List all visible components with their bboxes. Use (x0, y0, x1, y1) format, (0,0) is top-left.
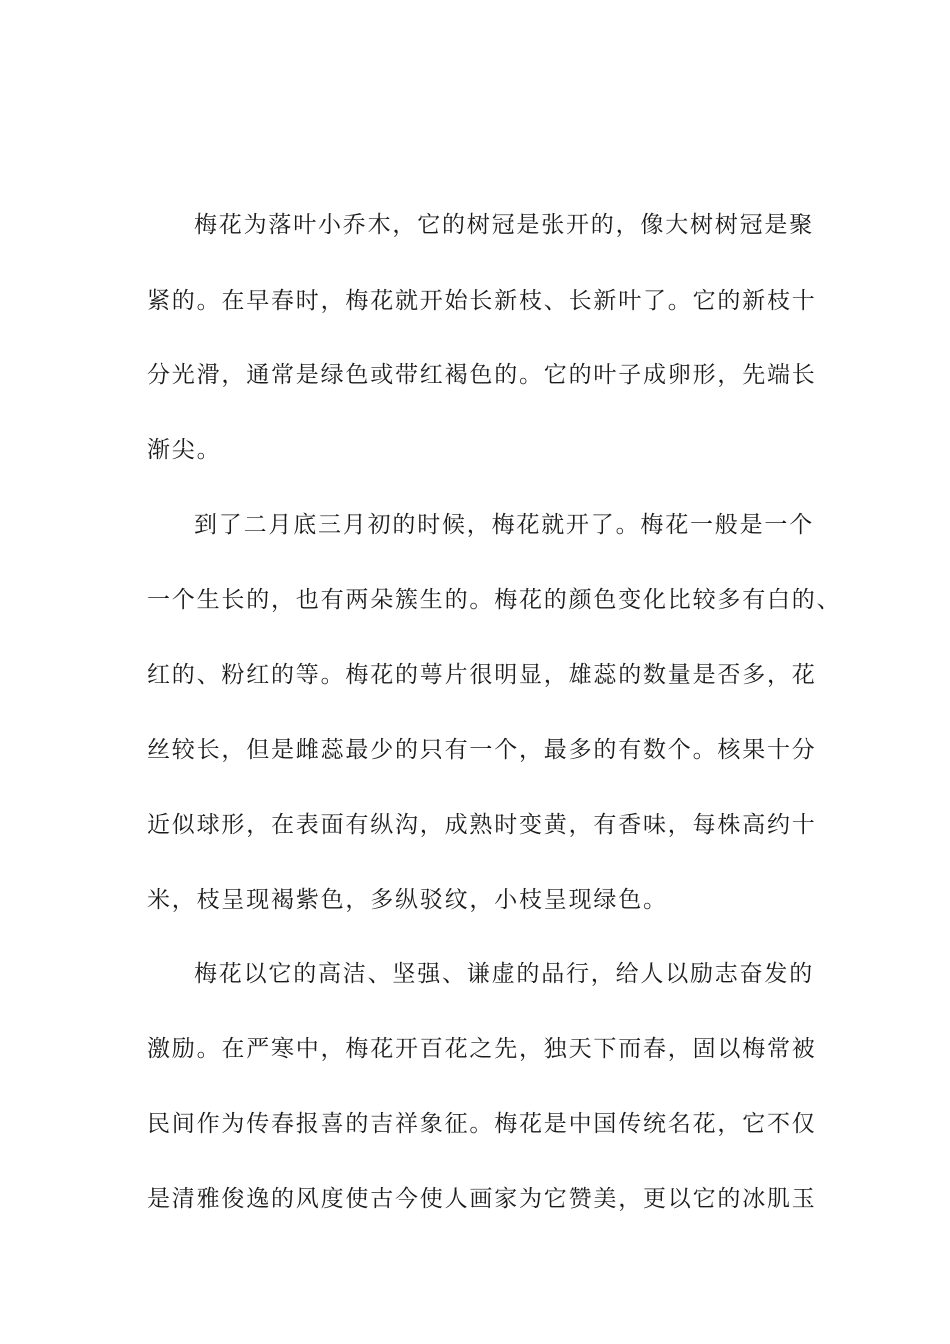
paragraph-2-line-2: 一个生长的，也有两朵簇生的。梅花的颜色变化比较多有白的、 (147, 587, 842, 613)
paragraph-3-line-1: 梅花以它的高洁、坚强、谦虚的品行，给人以励志奋发的 (194, 961, 814, 987)
paragraph-2-line-6: 米，枝呈现褐紫色，多纵驳纹，小枝呈现绿色。 (147, 887, 668, 913)
paragraph-1-line-4: 渐尖。 (147, 437, 222, 463)
paragraph-1-line-2: 紧的。在早春时，梅花就开始长新枝、长新叶了。它的新枝十 (147, 288, 817, 314)
paragraph-2-line-3: 红的、粉红的等。梅花的萼片很明显，雄蕊的数量是否多，花 (147, 662, 817, 688)
paragraph-3-line-4: 是清雅俊逸的风度使古今使人画家为它赞美，更以它的冰肌玉 (147, 1186, 817, 1212)
paragraph-1-line-1: 梅花为落叶小乔木，它的树冠是张开的，像大树树冠是聚 (194, 212, 814, 238)
paragraph-2-line-5: 近似球形，在表面有纵沟，成熟时变黄，有香味，每株高约十 (147, 812, 817, 838)
paragraph-2-line-4: 丝较长，但是雌蕊最少的只有一个，最多的有数个。核果十分 (147, 737, 817, 763)
paragraph-3-line-3: 民间作为传春报喜的吉祥象征。梅花是中国传统名花，它不仅 (147, 1111, 817, 1137)
paragraph-1-line-3: 分光滑，通常是绿色或带红褐色的。它的叶子成卵形，先端长 (147, 362, 817, 388)
paragraph-3-line-2: 激励。在严寒中，梅花开百花之先，独天下而春，固以梅常被 (147, 1036, 817, 1062)
paragraph-2-line-1: 到了二月底三月初的时候，梅花就开了。梅花一般是一个 (194, 512, 814, 538)
